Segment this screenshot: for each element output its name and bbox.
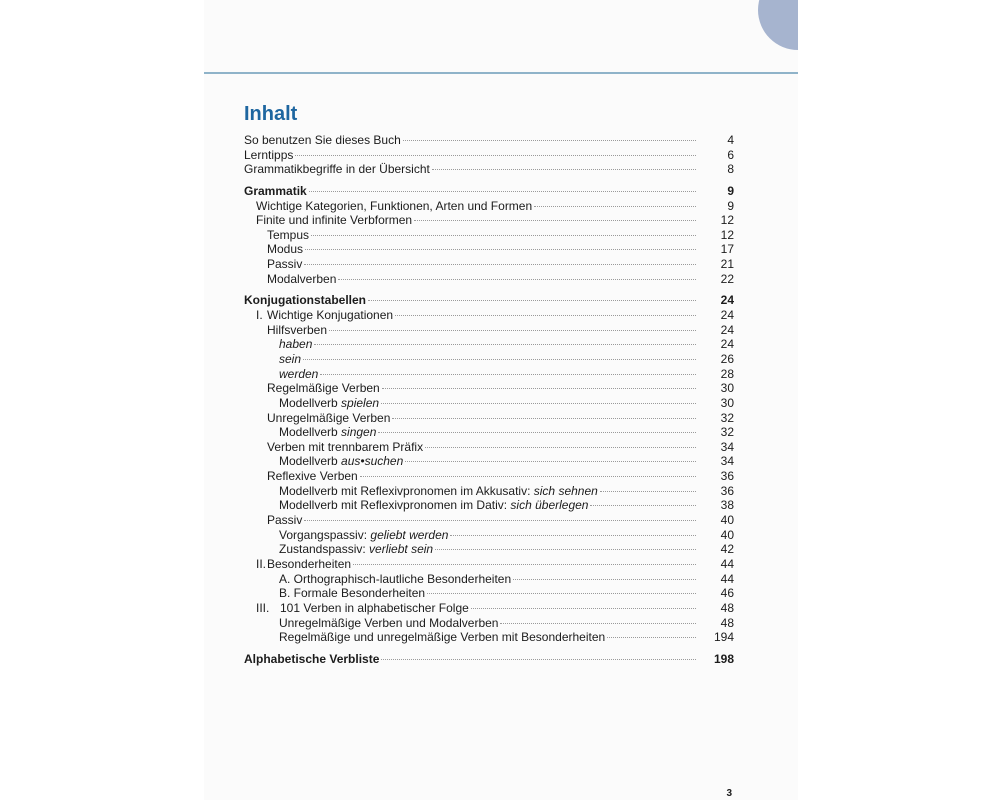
toc-entry[interactable]: So benutzen Sie dieses Buch 4 xyxy=(244,133,734,147)
toc-entry[interactable]: Modus 17 xyxy=(267,242,734,257)
toc-entry[interactable]: Zustandspassiv: verliebt sein 42 xyxy=(279,542,734,557)
toc-entry[interactable]: Modellverb mit Reflexivpronomen im Akkusativ: sich sehnen 36 xyxy=(279,483,734,498)
toc-entry[interactable]: Modellverb mit Reflexivpronomen im Dativ: sich überlegen 38 xyxy=(279,498,734,513)
toc-entry[interactable]: Wichtige Kategorien, Funktionen, Arten und Formen 9 xyxy=(256,198,734,213)
table-of-contents xyxy=(244,133,734,666)
page-number: 3 xyxy=(726,788,732,799)
toc-entry[interactable]: Modellverb spielen 30 xyxy=(279,395,734,410)
toc-entry[interactable]: Modalverben 22 xyxy=(267,271,734,286)
toc-entry[interactable]: haben 24 xyxy=(279,337,734,352)
toc-section-grammatik[interactable]: Grammatik 9 xyxy=(244,183,734,198)
toc-entry[interactable]: Tempus 12 xyxy=(267,227,734,242)
toc-entry[interactable]: Vorgangspassiv: geliebt werden 40 xyxy=(279,527,734,542)
page-title: Inhalt xyxy=(244,103,298,125)
toc-entry[interactable]: I. Wichtige Konjugationen 24 xyxy=(256,308,734,323)
toc-entry[interactable]: A. Orthographisch-lautliche Besonderheiten 44 xyxy=(279,571,734,586)
toc-entry[interactable]: Finite und infinite Verbformen 12 xyxy=(256,213,734,228)
toc-entry[interactable]: Unregelmäßige Verben und Modalverben 48 xyxy=(279,615,734,630)
header-rule xyxy=(204,72,798,74)
toc-entry[interactable]: B. Formale Besonderheiten 46 xyxy=(279,586,734,601)
toc-entry[interactable]: II.Besonderheiten 44 xyxy=(256,556,734,571)
toc-entry[interactable]: Hilfsverben 24 xyxy=(267,322,734,337)
toc-entry[interactable]: Verben mit trennbarem Präfix 34 xyxy=(267,439,734,454)
toc-entry[interactable]: Reflexive Verben 36 xyxy=(267,469,734,484)
toc-entry[interactable]: Unregelmäßige Verben 32 xyxy=(267,410,734,425)
toc-entry[interactable]: sein 26 xyxy=(279,351,734,366)
toc-entry[interactable]: Lerntipps 6 xyxy=(244,147,734,162)
toc-section-konjugationstabellen[interactable]: Konjugationstabellen 24 xyxy=(244,293,734,308)
toc-entry[interactable]: Grammatikbegriffe in der Übersicht 8 xyxy=(244,162,734,177)
toc-entry[interactable]: Modellverb aus•suchen 34 xyxy=(279,454,734,469)
toc-entry[interactable]: werden 28 xyxy=(279,366,734,381)
toc-entry[interactable]: Passiv 21 xyxy=(267,257,734,272)
toc-entry[interactable]: III. 101 Verben in alphabetischer Folge 48 xyxy=(256,600,734,615)
toc-entry[interactable]: Modellverb singen 32 xyxy=(279,425,734,440)
toc-entry[interactable]: Regelmäßige Verben 30 xyxy=(267,381,734,396)
toc-entry[interactable]: Regelmäßige und unregelmäßige Verben mit Besonderheiten 194 xyxy=(279,630,734,645)
toc-entry[interactable]: Passiv 40 xyxy=(267,513,734,528)
toc-section-verbliste[interactable]: Alphabetische Verbliste 198 xyxy=(244,651,734,666)
